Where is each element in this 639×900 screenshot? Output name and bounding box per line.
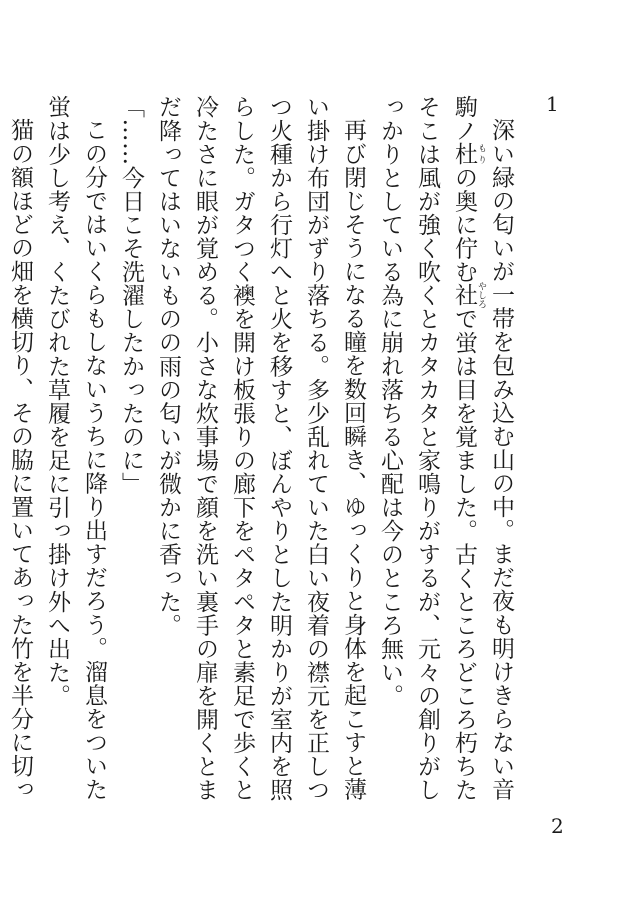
ruby-yashiro-reading: やしろ	[476, 281, 486, 309]
paragraph-1-part-b: の奥に佇む	[451, 165, 477, 284]
paragraph-1-part-a: 深い緑の匂いが一帯を包み込む山の中。まだ夜も明けきらない音駒ノ	[451, 95, 514, 801]
paragraph-4: この分ではいくらもしないうちに降り出すだろう。溜息をついた蛍は少し考え、くたびれた草履を足に引っ掛け外へ出た。	[44, 95, 107, 801]
ruby-yashiro	[451, 281, 486, 309]
page-number-top: 1	[546, 92, 559, 116]
page-number-bottom: 2	[551, 814, 564, 838]
ruby-mori-reading: もり	[476, 142, 486, 166]
ruby-yashiro-base: 社	[451, 281, 477, 309]
paragraph-1-part-c: で蛍は目を覚ました。古くところどころ朽ちたそこは風が強く吹くとカタカタと家鳴りがするが、元々の創りがしっかりとしている為に崩れ落ちる心配は今のところ無い。	[377, 95, 477, 802]
paragraph-5: 猫の額ほどの畑を横切り、その脇に置いてあった竹を半分に切っ	[7, 118, 33, 801]
paragraph-2: 再び閉じそうになる瞳を数回瞬き、ゆっくりと身体を起こすと薄い掛け布団がずり落ちる。多少乱れていた白い夜着の襟元を正しつつ火種から行灯へと火を移すと、ぼんやりとした明かりが室内を照らした。ガタつく襖を開け板張りの廊下をペタペタと素足で歩くと冷たさに眼が覚める。小さな炊事場で顔を洗い裏手の扉を開くとまだ降ってはいないものの雨の匂いが微かに香った。	[155, 95, 366, 802]
paragraph-1	[371, 95, 519, 815]
ruby-mori	[451, 142, 486, 166]
ruby-mori-base: 杜	[451, 142, 477, 166]
paragraph-3-dialogue: 「……今日こそ洗濯したかったのに」	[118, 95, 144, 496]
vertical-text-body	[7, 95, 519, 815]
